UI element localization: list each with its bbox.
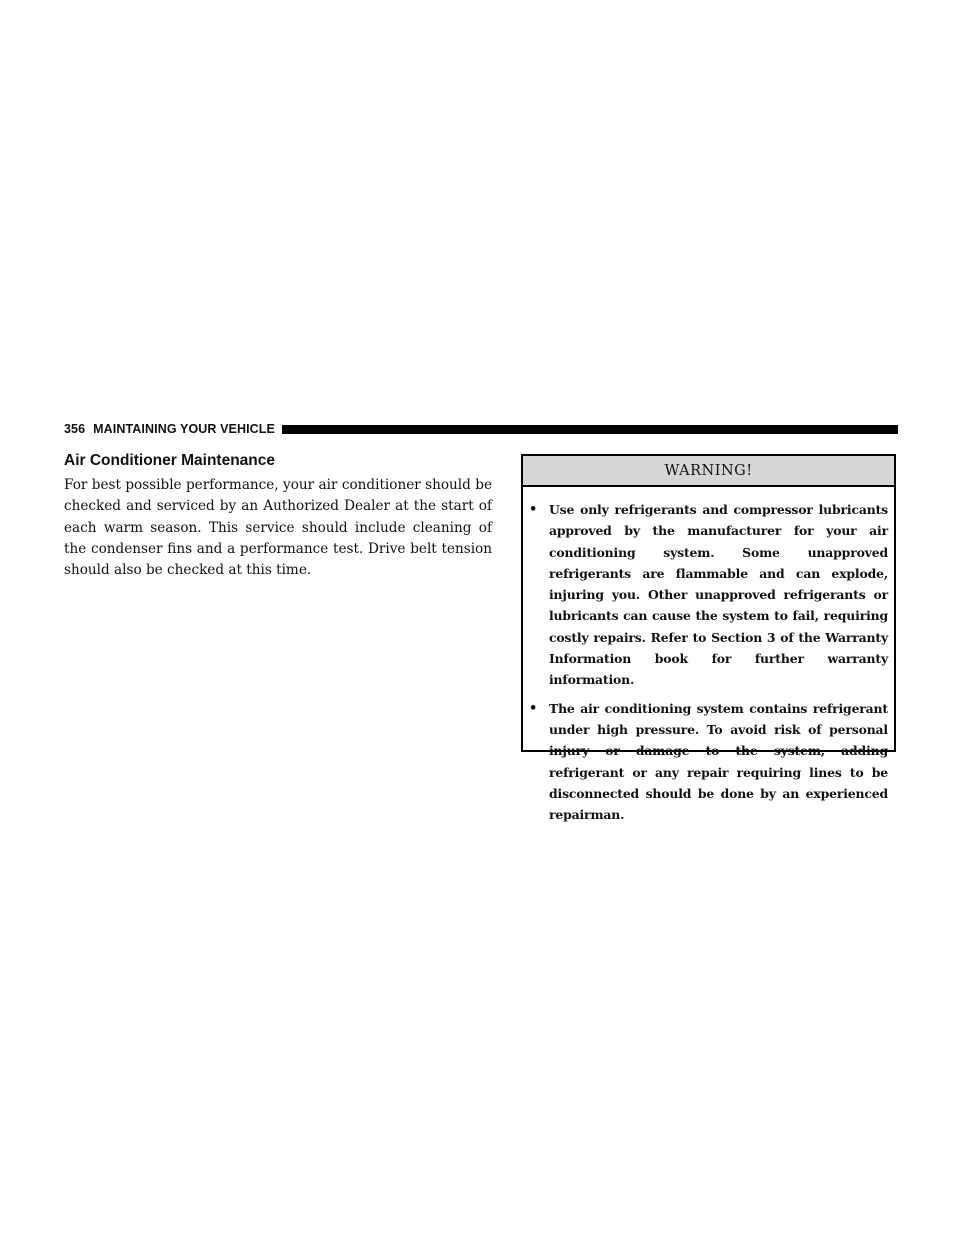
main-section (64, 451, 492, 581)
page-number: 356 (64, 422, 86, 436)
section-heading: Air Conditioner Maintenance (64, 452, 275, 469)
warning-list (523, 487, 894, 825)
section-body: For best possible performance, your air conditioner should be checked and serviced by an Authorized Dealer at the start of each warm season. This service should include cleaning of the condenser fins and a performance test. Drive belt tension should also be checked at this time. (64, 477, 492, 579)
warning-item (529, 499, 888, 691)
warning-item-text: Use only refrigerants and compressor lubricants approved by the manufacturer for your air conditioning system. Some unapproved refrigerants are flammable and can explode, injuring you. Other unapproved refrigerants or lubricants can cause the system to fail, requiring costly repairs. Refer to Section 3 of the Warranty Information book for further warranty information. (549, 502, 888, 688)
warning-box (521, 454, 896, 823)
warning-item (529, 698, 888, 826)
running-section-title: MAINTAINING YOUR VEHICLE (93, 422, 275, 436)
warning-item-text: The air conditioning system contains refrigerant under high pressure. To avoid risk of personal injury or damage to the system, adding refrigerant or any repair requiring lines to be disconnected should be done by an experienced repairman. (549, 700, 888, 823)
header-rule (282, 425, 898, 434)
bullet-icon: • (529, 700, 538, 716)
bullet-icon: • (529, 502, 538, 517)
page-header (64, 421, 898, 437)
warning-title: WARNING! (523, 456, 894, 487)
